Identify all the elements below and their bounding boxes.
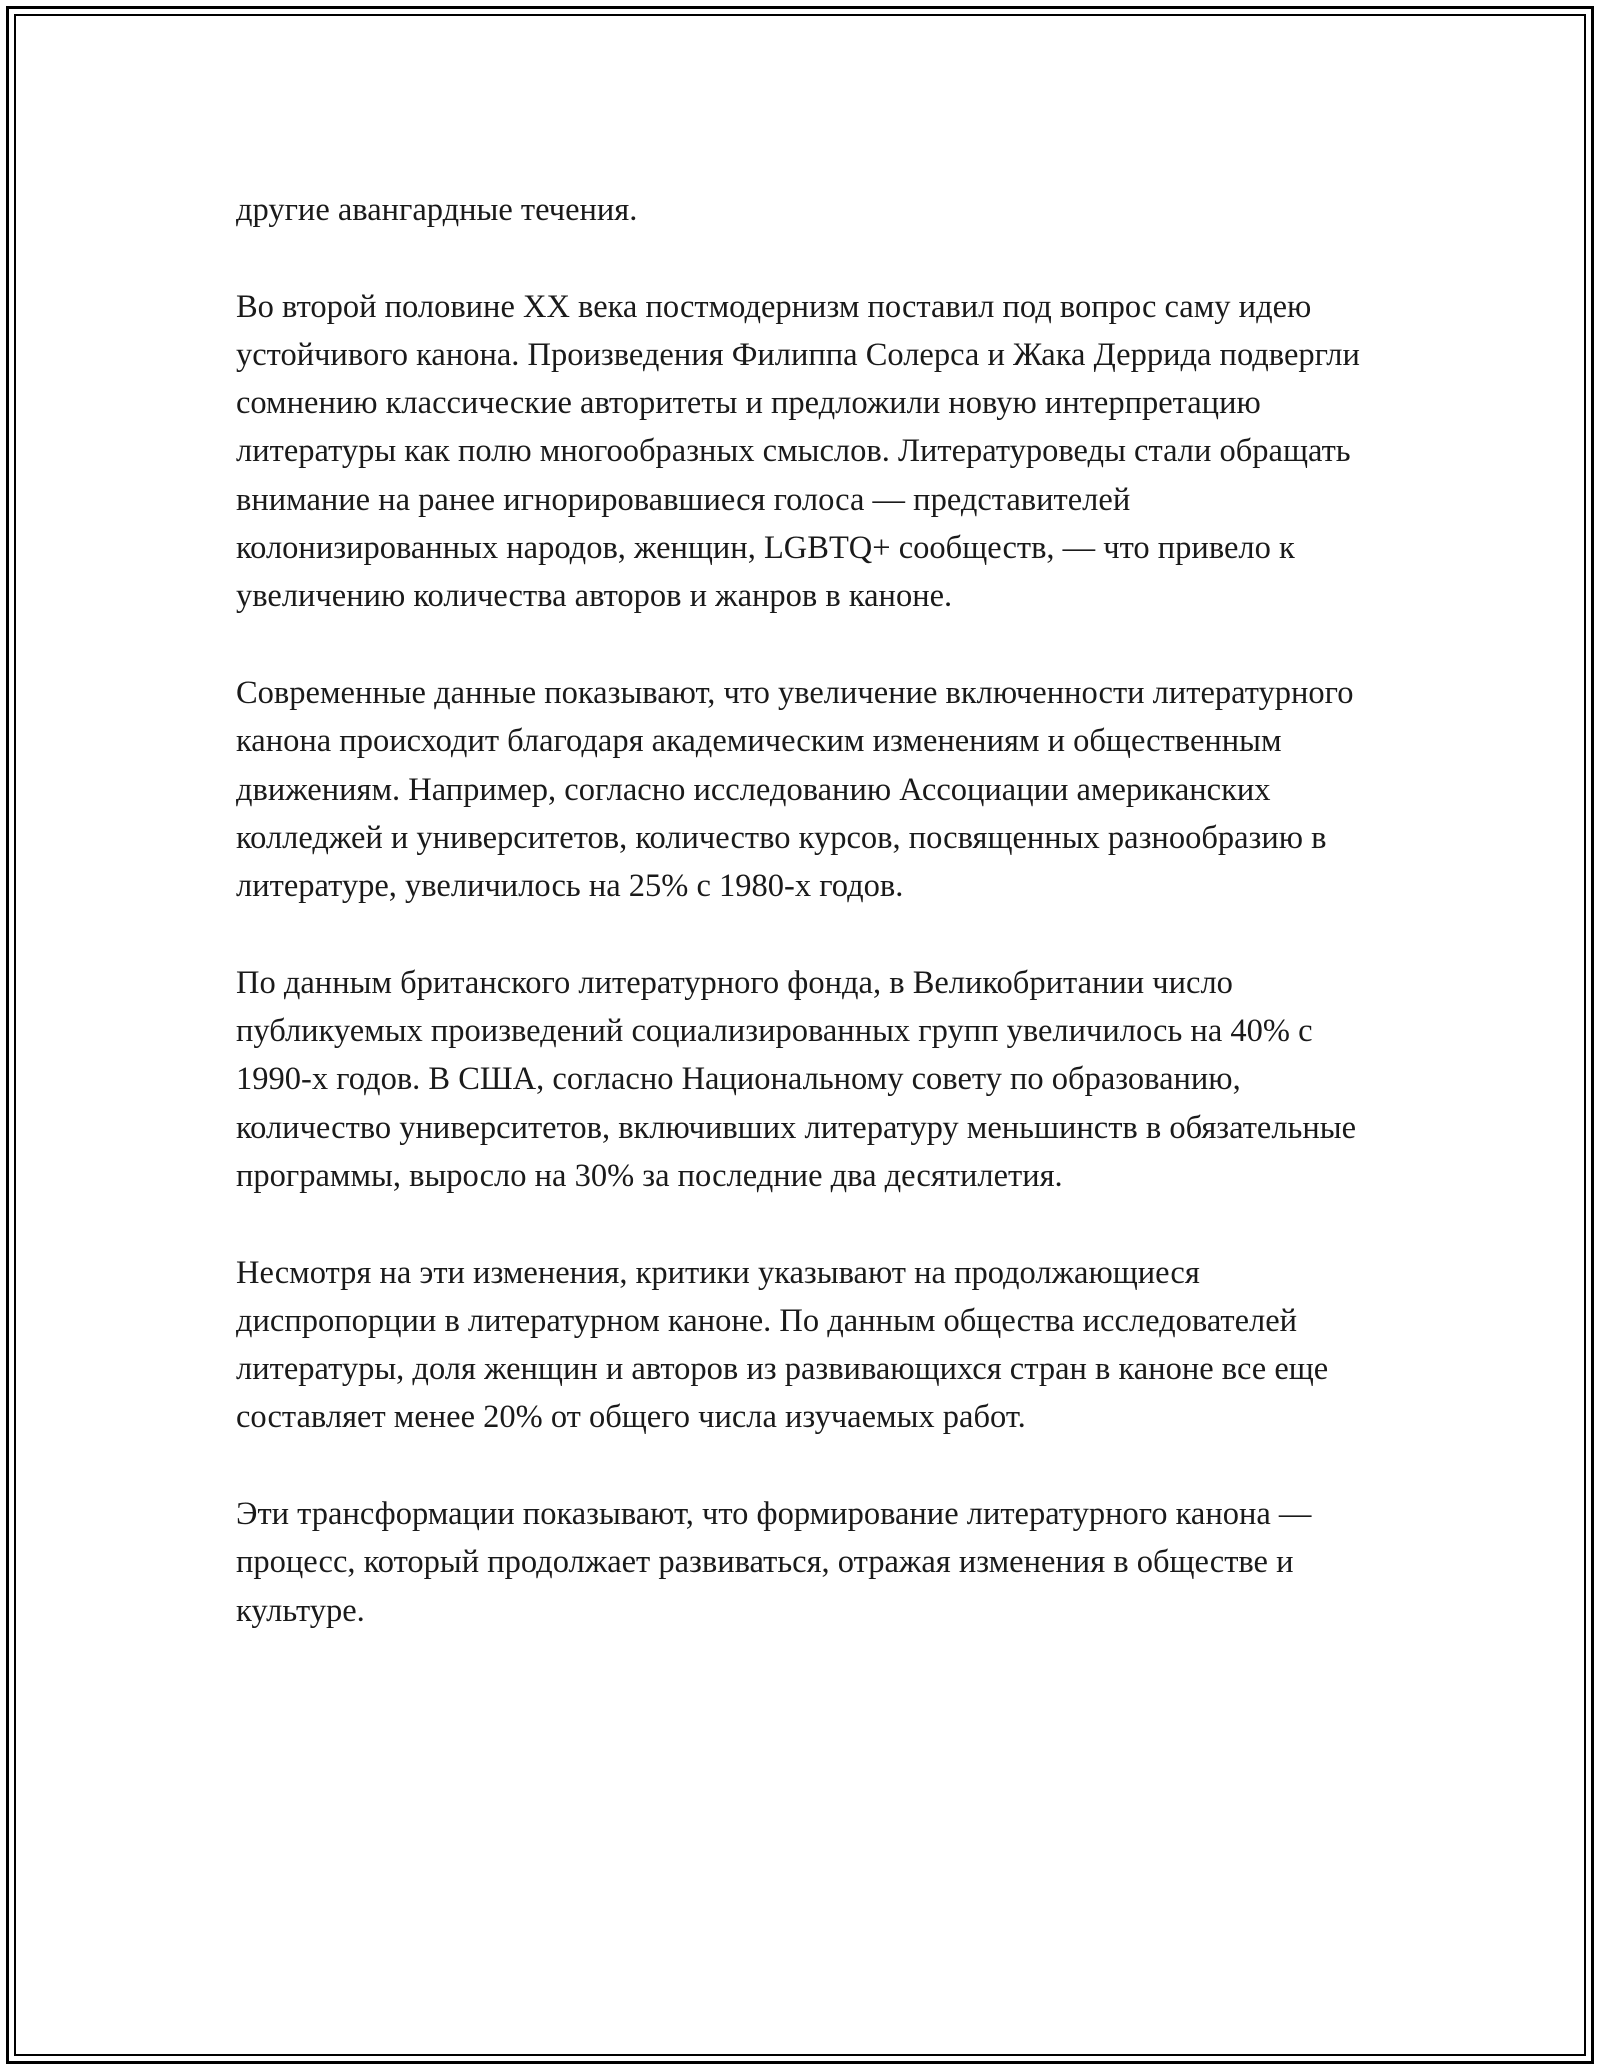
document-body [236, 186, 1376, 1683]
paragraph-uk-usa-stats: По данным британского литературного фонда, в Великобритании число публикуемых произведений социализированных групп увеличилось на 40% с 1990-х годов. В США, согласно Национальному совету по образованию, количество университетов, включивших литературу меньшинств в обязательные программы, выросло на 30% за последние два десятилетия. [236, 964, 1357, 1194]
paragraph-continuation: другие авангардные течения. [236, 192, 638, 228]
paragraph-modern-data: Современные данные показывают, что увеличение включенности литературного канона происходит благодаря академическим изменениям и общественным движениям. Например, согласно исследованию Ассоциации американских колледжей и университетов, количество курсов, посвященных разнообразию в литературе, увеличилось на 25% с 1980-х годов. [236, 674, 1354, 905]
paragraph-conclusion: Эти трансформации показывают, что формирование литературного канона — процесс, который продолжает развиваться, отражая изменения в обществе и культуре. [236, 1496, 1312, 1629]
paragraph-criticism: Несмотря на эти изменения, критики указывают на продолжающиеся диспропорции в литературном каноне. По данным общества исследователей литературы, доля женщин и авторов из развивающихся стран в каноне все еще составляет менее 20% от общего числа изучаемых работ. [236, 1254, 1329, 1436]
paragraph-postmodernism: Во второй половине XX века постмодернизм поставил под вопрос саму идею устойчивого канона. Произведения Филиппа Солерса и Жака Деррида подвергли сомнению классические авторитеты и предложили новую интерпретацию литературы как полю многообразных смыслов. Литературоведы стали обращать внимание на ранее игнорировавшиеся голоса — представителей колонизированных народов, женщин, LGBTQ+ сообществ, — что привело к увеличению количества авторов и жанров в каноне. [236, 288, 1360, 615]
